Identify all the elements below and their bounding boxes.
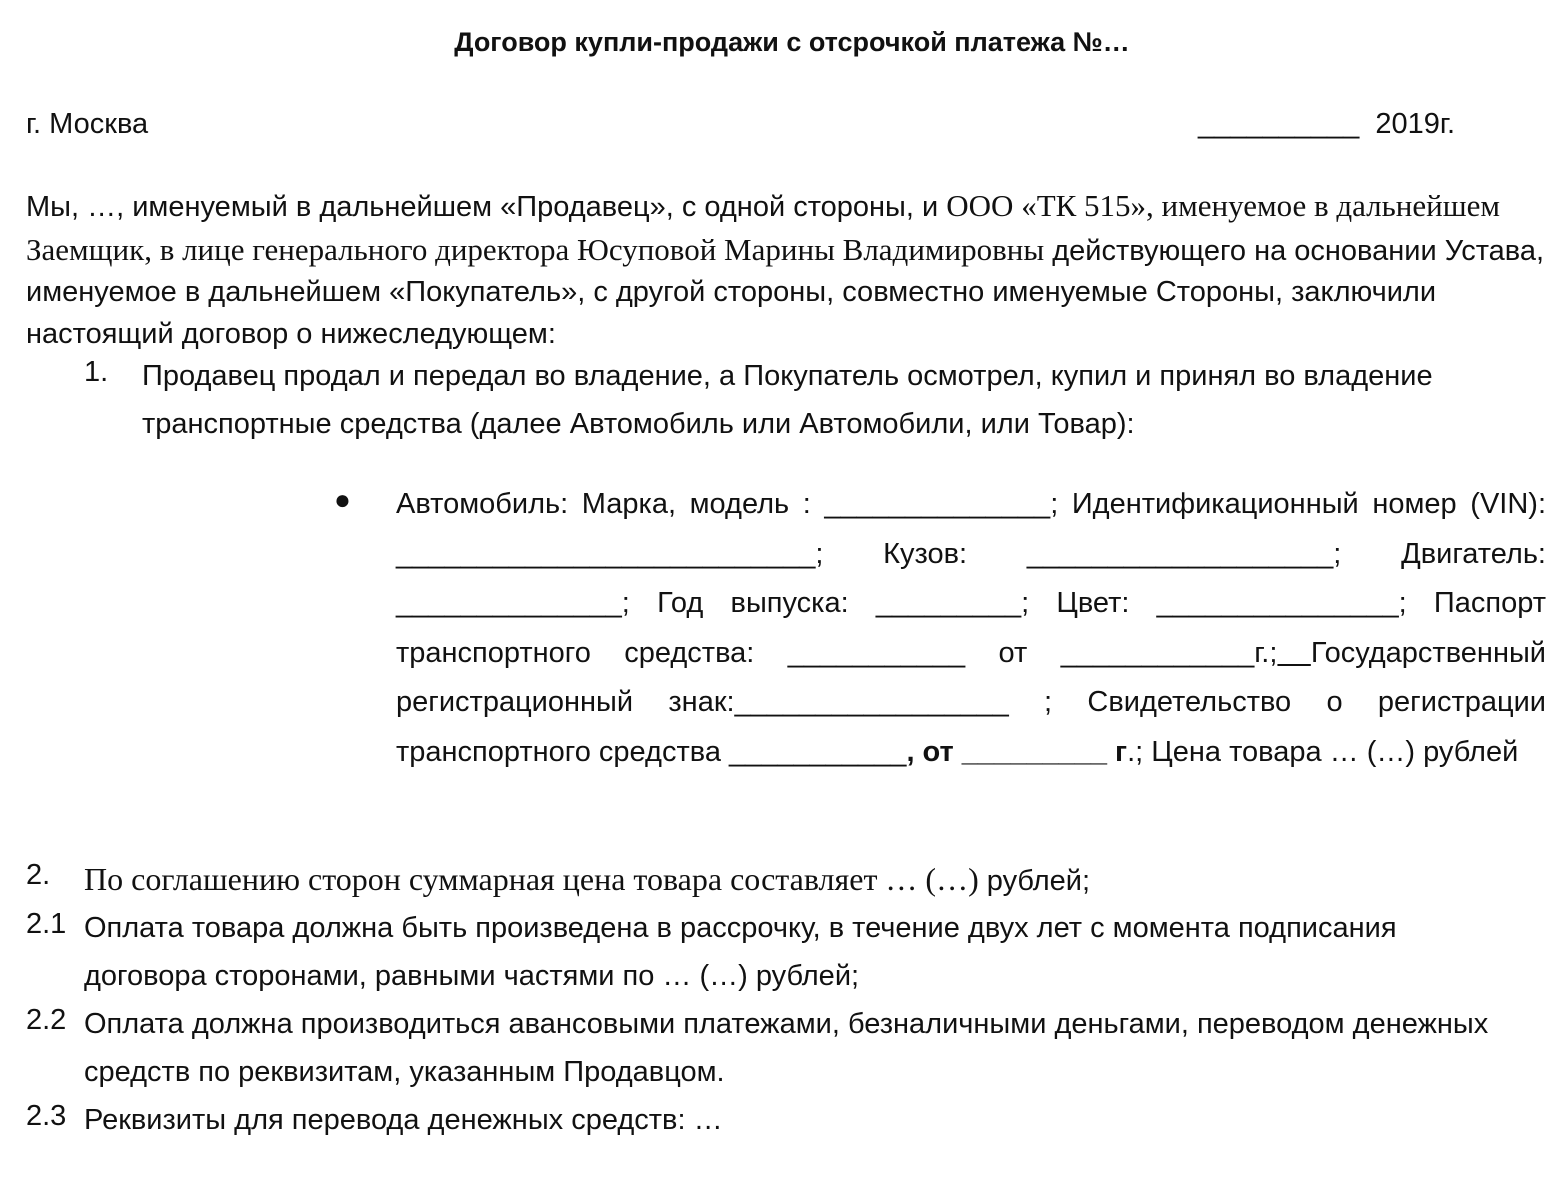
vehicle-details-part1: Автомобиль: Марка, модель : ______________; Идентификационный номер (VIN): __________________________; Кузов: ___________________; Двигатель: ______________; Год выпуска: _________; Цвет: _______________; Паспорт транспортного средства: ___________ от ____________г.; [396, 488, 1546, 669]
intro-text-part3: действующего на основании Устава, именуемое в дальнейшем «Покупатель», с другой стороны, совместно именуемые Стороны, заключили настоящий договор о нижеследующем: [26, 234, 1545, 350]
vehicle-details-bold-date: , от _________ г [906, 735, 1128, 768]
section-2-text-serif: По соглашению сторон суммарная цена товара составляет … (…) [84, 861, 979, 897]
section-2-3-number: 2.3 [26, 1100, 67, 1132]
date-field: __________ 2019г. [1198, 108, 1456, 140]
vehicle-details-underlined-space [1277, 637, 1310, 669]
vehicle-details [396, 480, 1546, 777]
section-2-text-tail: рублей; [978, 865, 1091, 897]
city-label: г. Москва [26, 108, 149, 140]
vehicle-details-part3: Государственный регистрационный знак:_________________ ; Свидетельство о регистрации транспортного средства ___________ [396, 636, 1546, 768]
intro-text-part2: ООО «ТК 515», именуемое в дальнейшем Заемщик, в лице генерального директора Юсуповой Марины Владимировны [26, 188, 1500, 267]
item1-text: Продавец продал и передал во владение, а Покупатель осмотрел, купил и принял во владение транспортные средства (далее Автомобиль или Автомобили, или Товар): [142, 360, 1433, 440]
section-2-text [84, 855, 1524, 905]
intro-paragraph [26, 185, 1546, 355]
section-2-2-number: 2.2 [26, 1004, 67, 1036]
section-2-1-text: Оплата товара должна быть произведена в рассрочку, в течение двух лет с момента подписания договора сторонами, равными частями по … (…) рублей; [84, 912, 1397, 992]
vehicle-details-part5: .; Цена товара … (…) рублей [1127, 735, 1519, 768]
section-2-number: 2. [26, 859, 51, 891]
document-title: Договор купли-продажи с отсрочкой платежа №… [454, 27, 1130, 57]
section-2-2-text: Оплата должна производиться авансовыми платежами, безналичными деньгами, переводом денежных средств по реквизитам, указанным Продавцом. [84, 1008, 1489, 1088]
intro-text-part1: Мы, …, именуемый в дальнейшем «Продавец», с одной стороны, и [26, 191, 947, 223]
bullet-marker: ● [334, 484, 351, 515]
section-2-3-text: Реквизиты для перевода денежных средств: … [84, 1104, 723, 1136]
section-2-1-number: 2.1 [26, 908, 67, 940]
item1-number: 1. [84, 356, 109, 388]
